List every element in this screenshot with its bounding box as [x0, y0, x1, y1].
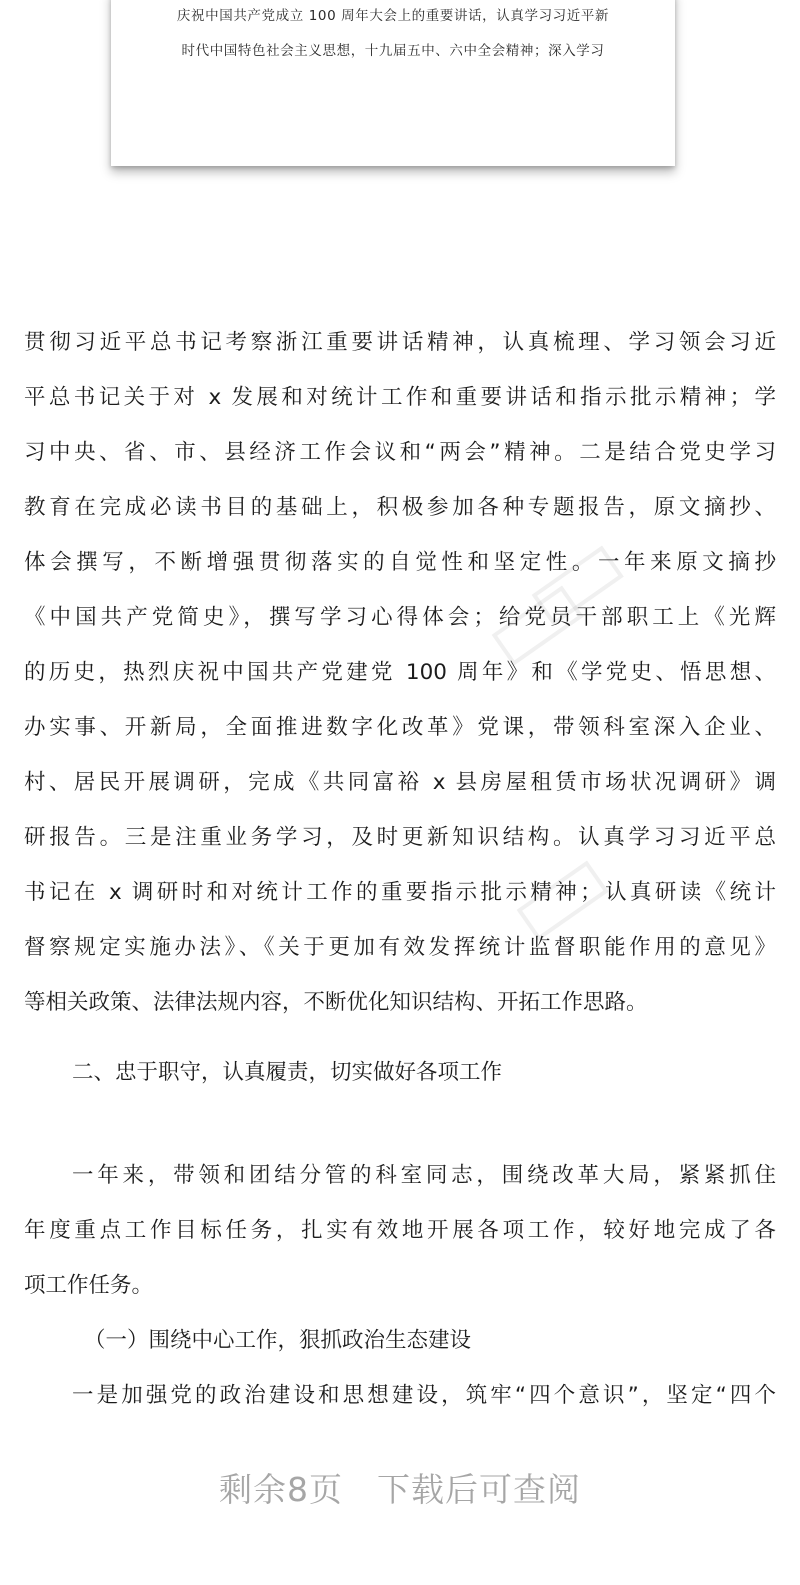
download-to-view-label: 下载后可查阅 [377, 1470, 581, 1509]
paragraph-line: 年度重点工作目标任务，扎实有效地开展各项工作，较好地完成了各 [24, 1218, 776, 1243]
body-line: 习中央、省、市、县经济工作会议和“两会”精神。二是结合党史学习 [24, 440, 776, 465]
body-line: 督察规定实施办法》、《关于更加有效发挥统计监督职能作用的意见》 [24, 935, 776, 960]
paragraph-line: 项工作任务。 [24, 1273, 154, 1298]
section-heading: 二、忠于职守，认真履责，切实做好各项工作 [72, 1060, 503, 1085]
page-preview-card [111, 0, 675, 166]
preview-text-line-1: 庆祝中国共产党成立 100 周年大会上的重要讲话，认真学习习近平新 [176, 8, 610, 24]
paragraph-line: 一是加强党的政治建设和思想建设，筑牢“四个意识”，坚定“四个 [72, 1383, 776, 1408]
remaining-pages-notice[interactable] [0, 1470, 800, 1510]
body-line: 村、居民开展调研，完成《共同富裕 x 县房屋租赁市场状况调研》调 [24, 770, 776, 795]
remaining-pages-count: 剩余8页 [219, 1470, 343, 1509]
body-line: 的历史，热烈庆祝中国共产党建党 100 周年》和《学党史、悟思想、 [24, 660, 776, 685]
body-line: 书记在 x 调研时和对统计工作的重要指示批示精神；认真研读《统计 [24, 880, 776, 905]
body-line: 贯彻习近平总书记考察浙江重要讲话精神，认真梳理、学习领会习近 [24, 330, 776, 355]
body-line: 平总书记关于对 x 发展和对统计工作和重要讲话和指示批示精神；学 [24, 385, 776, 410]
body-line: 体会撰写，不断增强贯彻落实的自觉性和坚定性。一年来原文摘抄 [24, 550, 776, 575]
paragraph-line: 一年来，带领和团结分管的科室同志，围绕改革大局，紧紧抓住 [72, 1163, 776, 1188]
subsection-heading: （一）围绕中心工作，狠抓政治生态建设 [84, 1328, 472, 1353]
body-line: 办实事、开新局，全面推进数字化改革》党课，带领科室深入企业、 [24, 715, 776, 740]
body-line: 等相关政策、法律法规内容，不断优化知识结构、开拓工作思路。 [24, 990, 648, 1015]
preview-text-line-2: 时代中国特色社会主义思想，十九届五中、六中全会精神；深入学习 [181, 43, 605, 59]
body-line: 《中国共产党简史》，撰写学习心得体会；给党员干部职工上《光辉 [24, 605, 776, 630]
body-line: 研报告。三是注重业务学习，及时更新知识结构。认真学习习近平总 [24, 825, 776, 850]
body-line: 教育在完成必读书目的基础上，积极参加各种专题报告，原文摘抄、 [24, 495, 776, 520]
